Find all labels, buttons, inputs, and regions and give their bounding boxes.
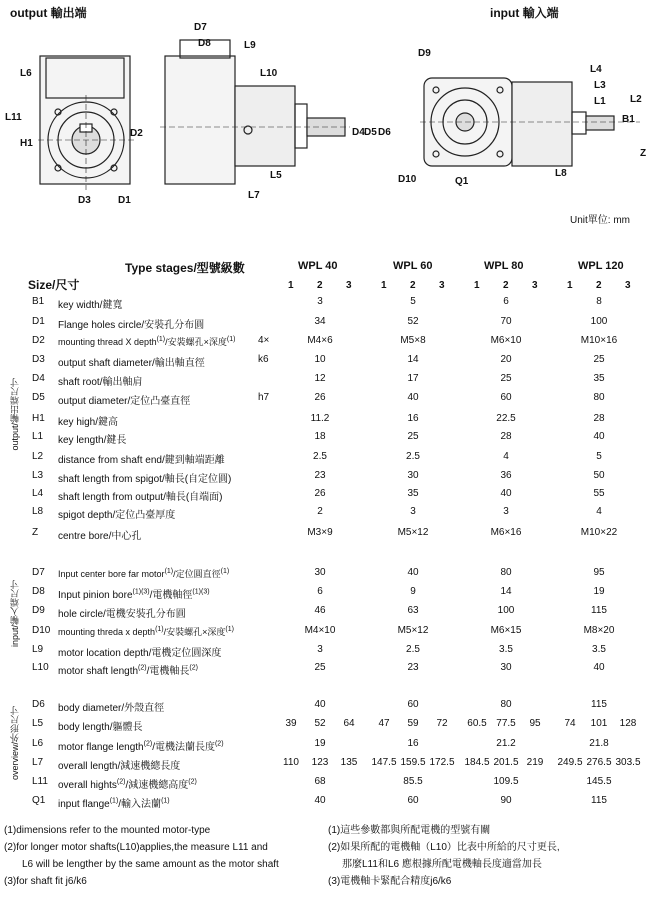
- row-symbol: Z: [32, 527, 39, 538]
- dim-label-L6: L6: [20, 68, 32, 79]
- input-front-view: [420, 78, 640, 166]
- row-symbol: D5: [32, 392, 45, 403]
- spec-row-d3: [0, 354, 656, 370]
- gearbox-drawing: [0, 0, 656, 230]
- dim-label-D6: D6: [378, 127, 391, 138]
- row-symbol: D1: [32, 316, 45, 327]
- model-wpl40: WPL 40: [298, 260, 338, 272]
- size-header: Size/尺寸: [28, 278, 80, 292]
- row-symbol: D8: [32, 586, 45, 597]
- cell-value: 50: [593, 470, 605, 481]
- cell-value: 35: [407, 488, 419, 499]
- dim-label-Z: Z: [640, 148, 647, 159]
- cell-value: 95: [529, 718, 541, 729]
- cell-value: 9: [410, 586, 416, 597]
- cell-value: 100: [590, 316, 608, 327]
- group-label-input: input/輸入端尺寸: [10, 580, 20, 648]
- cell-value: 40: [593, 662, 605, 673]
- spec-row-d4: [0, 373, 656, 389]
- cell-value: M5×8: [400, 335, 426, 346]
- row-symbol: L9: [32, 644, 44, 655]
- row-symbol: L11: [32, 776, 48, 787]
- spec-row-l7: [0, 757, 656, 773]
- row-description: spigot depth/定位凸臺厚度: [58, 510, 176, 521]
- cell-value: 60: [407, 699, 419, 710]
- cell-value: 303.5: [615, 757, 641, 768]
- cell-value: 40: [314, 699, 326, 710]
- cell-value: 60.5: [467, 718, 487, 729]
- spec-row-h1: [0, 413, 656, 429]
- cell-value: 70: [500, 316, 512, 327]
- cell-value: 14: [500, 586, 512, 597]
- dim-label-L7: L7: [248, 190, 260, 201]
- row-symbol: L10: [32, 662, 49, 673]
- spec-row-d5: [0, 392, 656, 408]
- cell-value: 34: [314, 316, 326, 327]
- cell-value: 6: [317, 586, 323, 597]
- cell-value: 36: [500, 470, 512, 481]
- cell-value: 40: [593, 431, 605, 442]
- cell-value: 123: [311, 757, 329, 768]
- spec-row-q1: [0, 795, 656, 811]
- row-description: Input pinion bore$^{(1)(3)}$/電機軸徑$^{(1)(3)}$: [58, 588, 210, 601]
- spec-row-l3: [0, 470, 656, 486]
- cell-value: 40: [500, 488, 512, 499]
- spec-row-d8: [0, 586, 656, 602]
- spec-row-d6: [0, 699, 656, 715]
- cell-value: 8: [596, 296, 602, 307]
- notes-right: [328, 822, 560, 890]
- row-description: output shaft diameter/輸出軸直徑: [58, 358, 205, 369]
- row-symbol: D2: [32, 335, 45, 346]
- spec-row-l5: [0, 718, 656, 734]
- row-description: shaft length from output/軸長(自端面): [58, 492, 223, 503]
- cell-value: 4: [596, 506, 602, 517]
- cell-value: 145.5: [586, 776, 612, 787]
- cell-value: 219: [526, 757, 544, 768]
- cell-value: 25: [314, 662, 326, 673]
- row-symbol: D10: [32, 625, 51, 636]
- cell-value: 3: [503, 506, 509, 517]
- cell-value: 21.8: [589, 738, 609, 749]
- spec-row-d9: [0, 605, 656, 621]
- spec-row-l1: [0, 431, 656, 447]
- output-front-view: [38, 56, 135, 190]
- group-label-output: output/輸出端尺寸: [10, 378, 20, 451]
- dim-label-L11: L11: [5, 112, 22, 123]
- group-label-overview: overview/外形尺寸: [10, 706, 20, 781]
- row-symbol: D4: [32, 373, 45, 384]
- row-description: centre bore/中心孔: [58, 531, 142, 542]
- cell-value: 40: [407, 567, 419, 578]
- spec-row-l8: [0, 506, 656, 522]
- row-description: output diameter/定位凸臺直徑: [58, 396, 191, 407]
- cell-value: 16: [407, 738, 419, 749]
- cell-value: 201.5: [493, 757, 519, 768]
- cell-value: M5×12: [397, 527, 429, 538]
- cell-value: 60: [500, 392, 512, 403]
- cell-value: 23: [407, 662, 419, 673]
- dim-label-D1: D1: [118, 195, 131, 206]
- row-tolerance: 4×: [258, 335, 270, 346]
- row-description: mounting thread X depth$^{(1)}$/安裝螺孔×深度$^{(1)}$: [58, 336, 236, 347]
- cell-value: 30: [500, 662, 512, 673]
- row-symbol: L6: [32, 738, 44, 749]
- cell-value: 115: [591, 699, 607, 710]
- stage-number: 1: [474, 280, 480, 291]
- spec-row-l2: [0, 451, 656, 467]
- row-symbol: L2: [32, 451, 44, 462]
- cell-value: 25: [593, 354, 605, 365]
- row-description: shaft root/輸出軸肩: [58, 377, 143, 388]
- spec-row-z: [0, 527, 656, 543]
- note-zh-2: (2)如果所配的電機軸（L10）比表中所給的尺寸更長,: [328, 842, 560, 853]
- dim-label-Q1: Q1: [455, 176, 469, 187]
- note-en-2: (2)for longer motor shafts(L10)applies,the measure L11 and: [4, 842, 268, 853]
- dim-label-D4: D4: [352, 127, 365, 138]
- row-symbol: L8: [32, 506, 44, 517]
- cell-value: M6×15: [490, 625, 522, 636]
- input-view-title: input 輸入端: [490, 6, 559, 20]
- row-description: key high/鍵高: [58, 417, 119, 428]
- cell-value: 28: [593, 413, 605, 424]
- row-description: body diameter/外殼直徑: [58, 703, 165, 714]
- note-en-4: (3)for shaft fit j6/k6: [4, 876, 87, 887]
- cell-value: 18: [314, 431, 326, 442]
- cell-value: 100: [497, 605, 515, 616]
- cell-value: 16: [407, 413, 419, 424]
- cell-value: 63: [407, 605, 419, 616]
- row-description: key length/鍵長: [58, 435, 127, 446]
- dim-label-L1: L1: [594, 96, 606, 107]
- row-description: motor shaft length$^{(2)}$/電機軸長$^{(2)}$: [58, 664, 198, 677]
- spec-row-d1: [0, 316, 656, 332]
- dim-label-D8: D8: [198, 38, 211, 49]
- dim-label-D5: D5: [364, 127, 377, 138]
- row-description: overall length/減速機總長度: [58, 761, 181, 772]
- spec-row-l9: [0, 644, 656, 660]
- cell-value: 3: [317, 644, 323, 655]
- dim-label-L3: L3: [594, 80, 606, 91]
- cell-value: 5: [596, 451, 602, 462]
- cell-value: 68: [314, 776, 326, 787]
- cell-value: 47: [378, 718, 390, 729]
- stage-number: 3: [625, 280, 631, 291]
- cell-value: 46: [314, 605, 326, 616]
- cell-value: 2.5: [406, 644, 420, 655]
- cell-value: 249.5: [557, 757, 583, 768]
- row-symbol: H1: [32, 413, 45, 424]
- row-symbol: B1: [32, 296, 45, 307]
- dim-label-L8: L8: [555, 168, 567, 179]
- row-symbol: L5: [32, 718, 44, 729]
- cell-value: 3: [317, 296, 323, 307]
- row-symbol: D7: [32, 567, 45, 578]
- cell-value: 22.5: [496, 413, 516, 424]
- row-description: Flange holes circle/安裝孔分布圓: [58, 320, 205, 331]
- dim-label-L9: L9: [244, 40, 256, 51]
- dim-label-L2: L2: [630, 94, 642, 105]
- cell-value: 17: [407, 373, 419, 384]
- stage-number: 3: [532, 280, 538, 291]
- cell-value: M10×22: [580, 527, 618, 538]
- cell-value: 85.5: [403, 776, 423, 787]
- cell-value: 128: [619, 718, 637, 729]
- cell-value: 59: [407, 718, 419, 729]
- row-tolerance: h7: [258, 392, 270, 403]
- cell-value: 110: [283, 757, 299, 768]
- stage-number: 2: [596, 280, 602, 291]
- cell-value: 2.5: [313, 451, 327, 462]
- stage-number: 1: [381, 280, 387, 291]
- notes-left: [4, 822, 279, 890]
- cell-value: 4: [503, 451, 509, 462]
- cell-value: 115: [591, 795, 607, 806]
- cell-value: 159.5: [400, 757, 426, 768]
- stage-number: 3: [346, 280, 352, 291]
- cell-value: 101: [590, 718, 608, 729]
- cell-value: 95: [593, 567, 605, 578]
- row-description: motor flange length$^{(2)}$/電機法蘭長度$^{(2)}$: [58, 740, 224, 753]
- cell-value: 20: [500, 354, 512, 365]
- unit-label: Unit單位: mm: [570, 215, 630, 226]
- dim-label-D2: D2: [130, 128, 143, 139]
- row-description: Input center bore far motor$^{(1)}$/定位圓直徑$^{(1)}$: [58, 568, 230, 579]
- row-description: motor location depth/電機定位圓深度: [58, 648, 222, 659]
- cell-value: 2: [317, 506, 323, 517]
- dim-label-D10: D10: [398, 174, 417, 185]
- cell-value: 172.5: [429, 757, 455, 768]
- spec-row-l4: [0, 488, 656, 504]
- cell-value: M4×10: [304, 625, 336, 636]
- cell-value: 40: [314, 795, 326, 806]
- cell-value: 60: [407, 795, 419, 806]
- cell-value: 72: [436, 718, 448, 729]
- row-symbol: L7: [32, 757, 44, 768]
- row-symbol: D3: [32, 354, 45, 365]
- cell-value: 11.2: [310, 413, 330, 424]
- row-symbol: L4: [32, 488, 44, 499]
- output-view-title: output 輸出端: [10, 6, 87, 20]
- cell-value: 39: [285, 718, 297, 729]
- row-symbol: D9: [32, 605, 45, 616]
- stage-number: 2: [503, 280, 509, 291]
- cell-value: 28: [500, 431, 512, 442]
- spec-row-l6: [0, 738, 656, 754]
- row-description: hole circle/電機安裝孔分布圓: [58, 609, 186, 620]
- cell-value: 40: [407, 392, 419, 403]
- row-description: input flange$^{(1)}$/輸入法蘭$^{(1)}$: [58, 797, 170, 810]
- cell-value: M8×20: [583, 625, 615, 636]
- cell-value: M3×9: [307, 527, 333, 538]
- cell-value: 19: [314, 738, 326, 749]
- spec-row-l10: [0, 662, 656, 678]
- cell-value: 109.5: [493, 776, 519, 787]
- cell-value: 52: [314, 718, 326, 729]
- row-description: mounting threda x depth$^{(1)}$/安裝螺孔×深度$^{(1)}$: [58, 626, 234, 637]
- cell-value: 276.5: [586, 757, 612, 768]
- cell-value: 14: [407, 354, 419, 365]
- cell-value: 25: [500, 373, 512, 384]
- dim-label-L10: L10: [260, 68, 278, 79]
- cell-value: 12: [314, 373, 326, 384]
- side-view: [160, 40, 350, 184]
- model-wpl80: WPL 80: [484, 260, 524, 272]
- spec-row-b1: [0, 296, 656, 312]
- cell-value: M6×10: [490, 335, 522, 346]
- row-description: distance from shaft end/鍵到軸端距離: [58, 455, 225, 466]
- cell-value: 35: [593, 373, 605, 384]
- note-zh-3: 那麼L11和L6 應根據所配電機軸長度適當加長: [342, 859, 542, 870]
- dim-label-L5: L5: [270, 170, 282, 181]
- cell-value: 10: [314, 354, 326, 365]
- stage-number: 3: [439, 280, 445, 291]
- dim-label-H1: H1: [20, 138, 33, 149]
- model-wpl120: WPL 120: [578, 260, 624, 272]
- spec-row-d2: [0, 335, 656, 351]
- row-symbol: L3: [32, 470, 44, 481]
- dim-label-L4: L4: [590, 64, 602, 75]
- cell-value: 80: [500, 567, 512, 578]
- stage-number: 1: [288, 280, 294, 291]
- row-description: shaft length from spigot/軸長(自定位圓): [58, 474, 232, 485]
- row-symbol: D6: [32, 699, 45, 710]
- cell-value: 135: [340, 757, 358, 768]
- type-stages-header: Type stages/型號級數: [125, 261, 245, 275]
- cell-value: 25: [407, 431, 419, 442]
- cell-value: 6: [503, 296, 509, 307]
- cell-value: 90: [500, 795, 512, 806]
- cell-value: M10×16: [580, 335, 618, 346]
- spec-row-l11: [0, 776, 656, 792]
- dim-label-D7: D7: [194, 22, 207, 33]
- cell-value: M6×16: [490, 527, 522, 538]
- cell-value: 80: [593, 392, 605, 403]
- cell-value: 30: [314, 567, 326, 578]
- stage-number: 1: [567, 280, 573, 291]
- cell-value: 55: [593, 488, 605, 499]
- spec-row-d10: [0, 625, 656, 641]
- cell-value: 21.2: [496, 738, 516, 749]
- dim-label-D3: D3: [78, 195, 91, 206]
- cell-value: 26: [314, 488, 326, 499]
- cell-value: 3.5: [499, 644, 513, 655]
- cell-value: 184.5: [464, 757, 490, 768]
- cell-value: 3.5: [592, 644, 606, 655]
- row-description: key width/鍵寬: [58, 300, 123, 311]
- note-en-3: L6 will be lengther by the same amount as the motor shaft: [22, 859, 279, 870]
- cell-value: M4×6: [307, 335, 333, 346]
- row-tolerance: k6: [258, 354, 269, 365]
- cell-value: 74: [564, 718, 576, 729]
- cell-value: 5: [410, 296, 416, 307]
- cell-value: 26: [314, 392, 326, 403]
- cell-value: 115: [591, 605, 607, 616]
- cell-value: 3: [410, 506, 416, 517]
- cell-value: 80: [500, 699, 512, 710]
- spec-row-d7: [0, 567, 656, 583]
- cell-value: M5×12: [397, 625, 429, 636]
- cell-value: 147.5: [371, 757, 397, 768]
- stage-number: 2: [410, 280, 416, 291]
- model-wpl60: WPL 60: [393, 260, 433, 272]
- row-symbol: Q1: [32, 795, 46, 806]
- note-zh-1: (1)這些參數都與所配電機的型號有關: [328, 825, 491, 836]
- note-en-1: (1)dimensions refer to the mounted motor-type: [4, 825, 211, 836]
- row-description: body length/軀體長: [58, 722, 143, 733]
- row-symbol: L1: [32, 431, 44, 442]
- cell-value: 30: [407, 470, 419, 481]
- stage-number: 2: [317, 280, 323, 291]
- cell-value: 2.5: [406, 451, 420, 462]
- dim-label-D9: D9: [418, 48, 431, 59]
- cell-value: 77.5: [496, 718, 516, 729]
- cell-value: 64: [343, 718, 355, 729]
- cell-value: 23: [314, 470, 326, 481]
- cell-value: 52: [407, 316, 419, 327]
- dim-label-B1: B1: [622, 114, 635, 125]
- note-zh-4: (3)電機軸卡緊配合精度j6/k6: [328, 876, 452, 887]
- cell-value: 19: [593, 586, 605, 597]
- row-description: overall hights$^{(2)}$/減速機總高度$^{(2)}$: [58, 778, 197, 791]
